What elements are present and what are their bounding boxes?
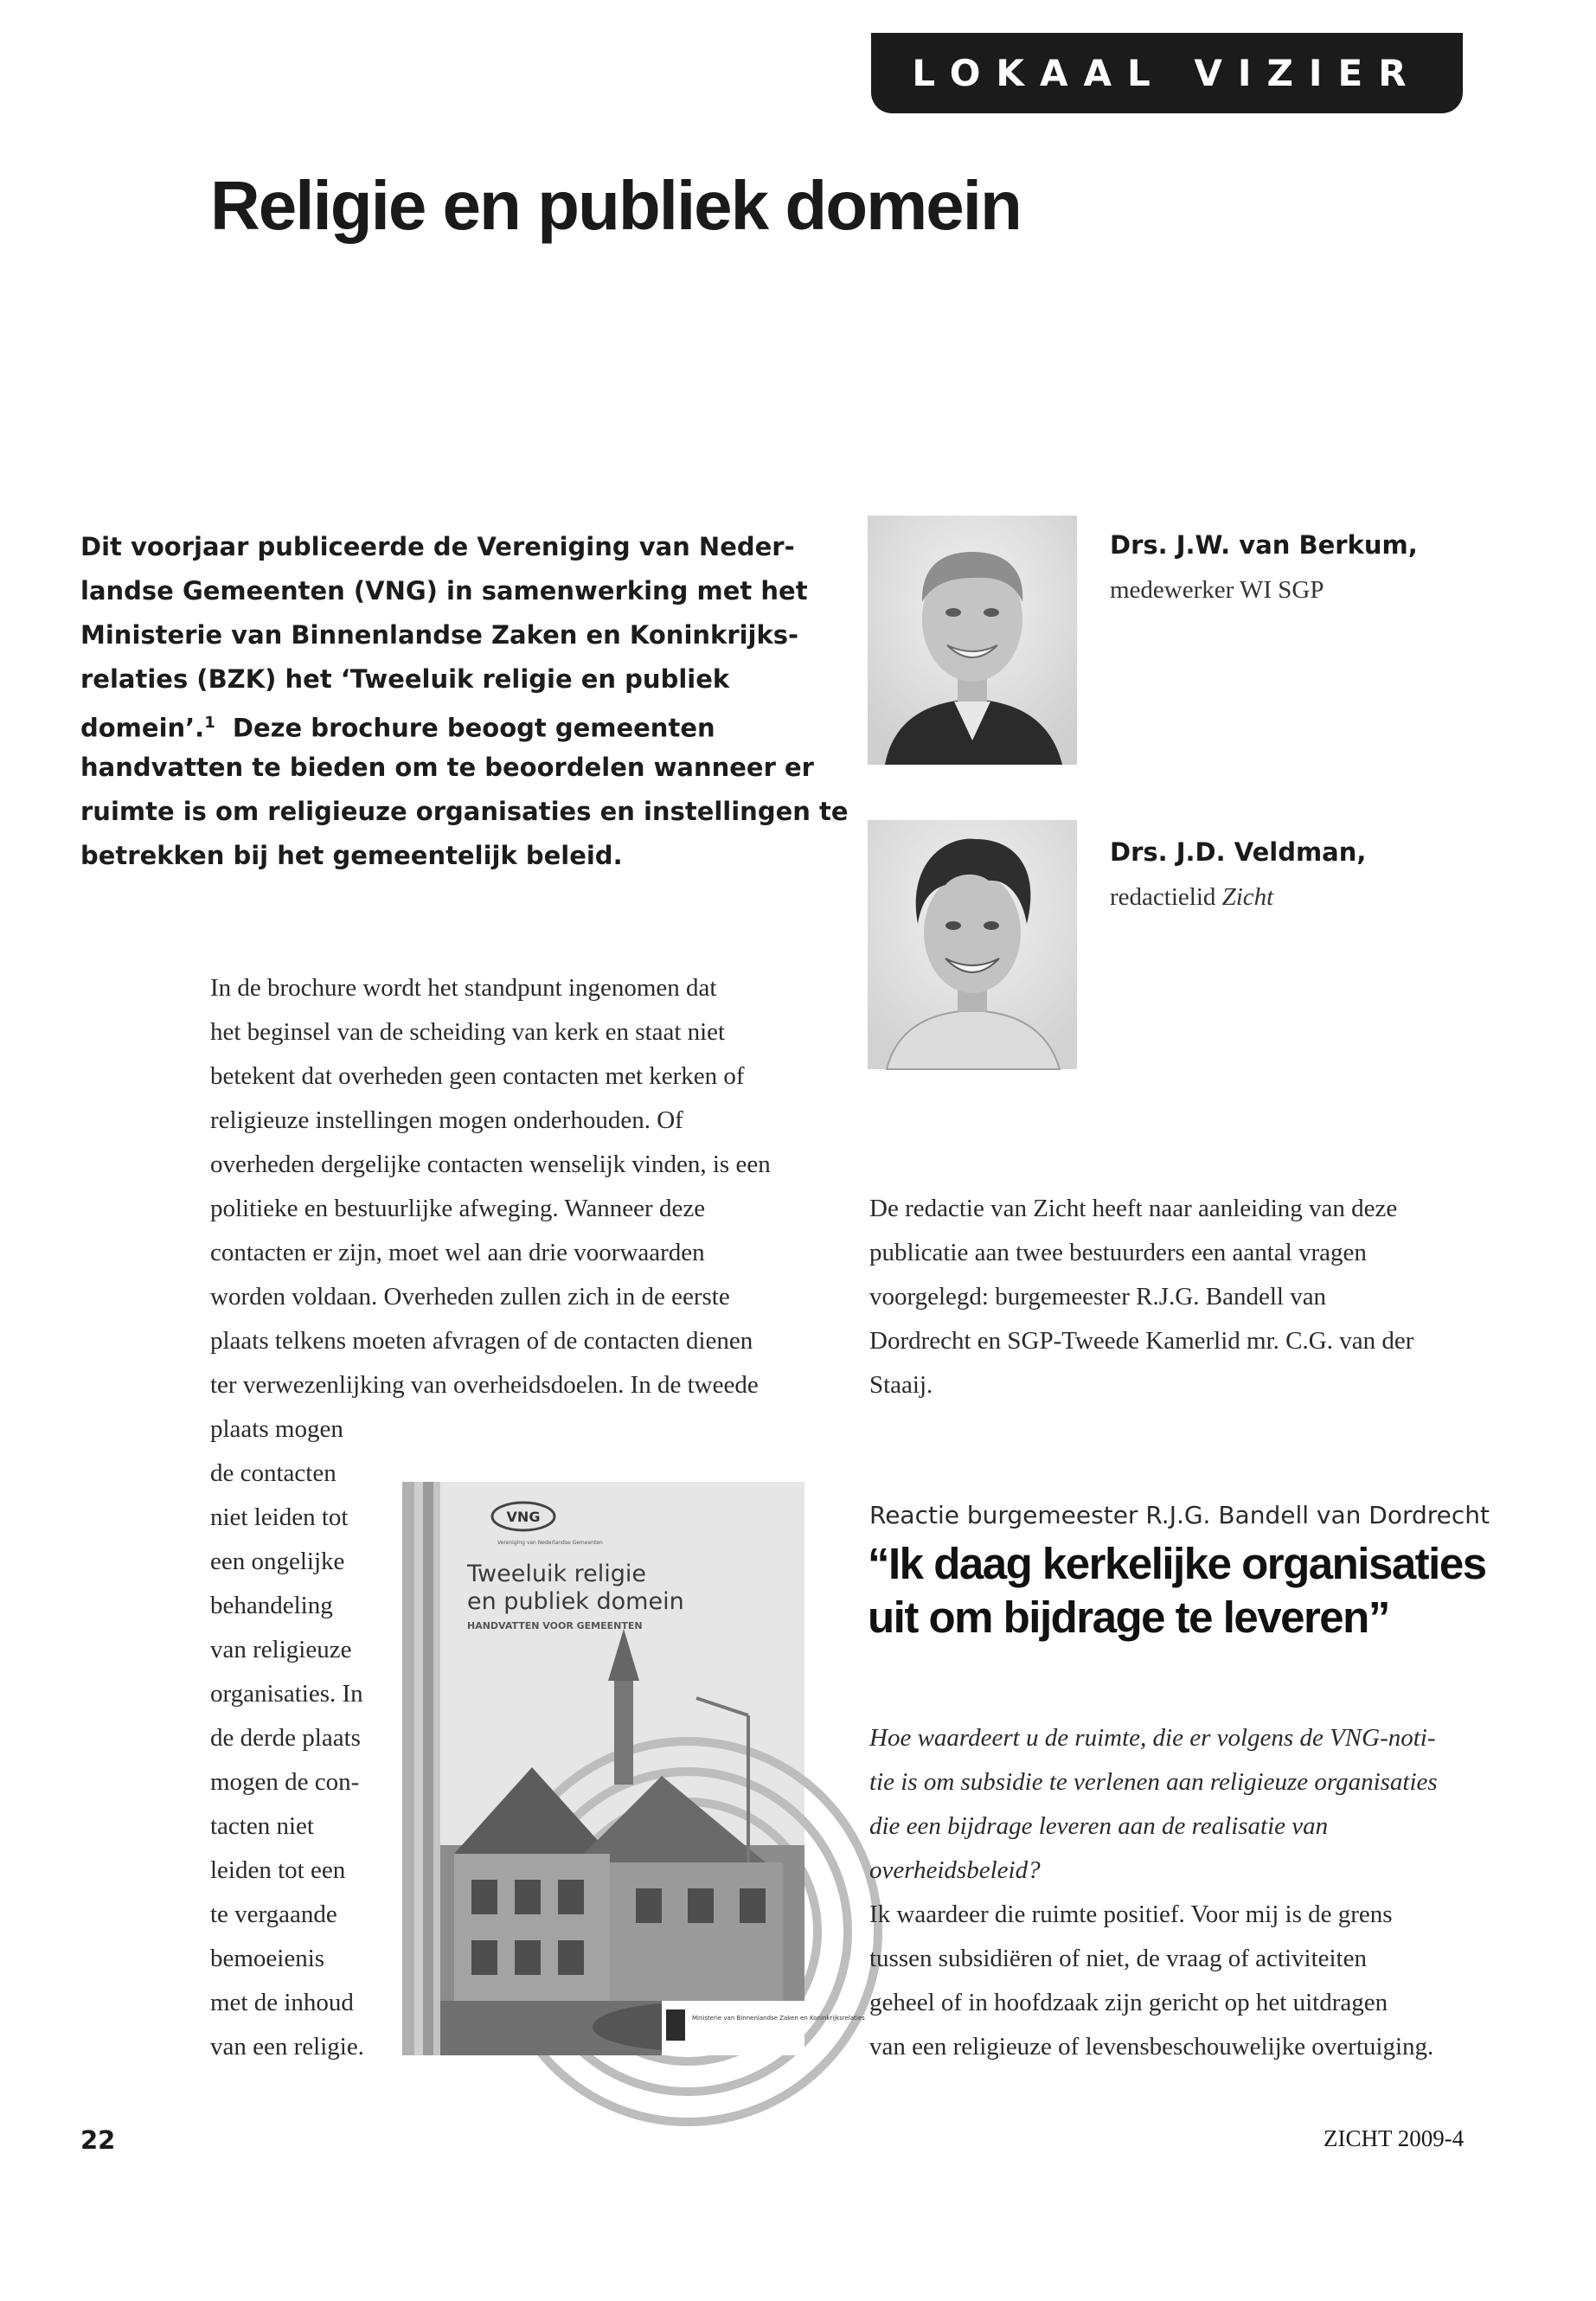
vng-logo: VNG <box>506 1509 541 1525</box>
question-line: die een bijdrage leveren aan de realisatie van <box>869 1812 1329 1840</box>
body-line: De redactie van Zicht heeft naar aanleiding van deze <box>869 1195 1398 1222</box>
footnote-mark: 1 <box>204 714 215 732</box>
body-line: publicatie aan twee bestuurders een aantal vragen <box>869 1239 1367 1266</box>
body-line: leiden tot een <box>210 1856 346 1884</box>
question-line: Hoe waardeert u de ruimte, die er volgens de VNG-noti- <box>869 1724 1436 1752</box>
cover-title-line: en publiek domein <box>467 1588 684 1615</box>
body-line: contacten er zijn, moet wel aan drie voorwaarden <box>210 1239 705 1266</box>
author-photo-veldman <box>868 820 1077 1069</box>
body-line: tacten niet <box>210 1812 314 1840</box>
lead-line: Ministerie van Binnenlandse Zaken en Koninkrijks- <box>80 620 799 650</box>
body-line: Staaij. <box>869 1371 933 1399</box>
interview-kicker: Reactie burgemeester R.J.G. Bandell van Dordrecht <box>869 1501 1490 1529</box>
cover-subtitle: HANDVATTEN VOOR GEMEENTEN <box>467 1620 643 1631</box>
lead-line: betrekken bij het gemeentelijk beleid. <box>80 841 623 870</box>
body-line: het beginsel van de scheiding van kerk en staat niet <box>210 1018 726 1046</box>
body-line: de derde plaats <box>210 1724 361 1752</box>
lead-text: Deze brochure beoogt gemeenten <box>232 713 715 743</box>
page-title: Religie en publiek domein <box>210 167 1021 244</box>
body-line: betekent dat overheden geen contacten met kerken of <box>210 1062 745 1090</box>
publisher-text: Ministerie van Binnenlandse Zaken en Koninkrijksrelaties <box>692 2015 865 2022</box>
body-line: ter verwezenlijking van overheidsdoelen. In de tweede <box>210 1371 759 1399</box>
body-line: van een religie. <box>210 2033 364 2061</box>
body-line: plaats telkens moeten afvragen of de contacten dienen <box>210 1327 753 1355</box>
author-photo-van-berkum <box>868 516 1077 765</box>
body-line: In de brochure wordt het standpunt ingenomen dat <box>210 974 717 1002</box>
answer-line: Ik waardeer die ruimte positief. Voor mij is de grens <box>869 1900 1393 1928</box>
author-name: Drs. J.D. Veldman, <box>1110 837 1367 867</box>
issue-label: ZICHT 2009-4 <box>1324 2125 1465 2151</box>
lead-line: relaties (BZK) het ‘Tweeluik religie en publiek <box>80 664 730 694</box>
question-line: overheidsbeleid? <box>869 1856 1041 1884</box>
body-line: politieke en bestuurlijke afweging. Wanneer deze <box>210 1195 706 1222</box>
author-role <box>1110 883 1273 912</box>
portrait-image <box>868 516 1077 765</box>
magazine-name: Zicht <box>1221 883 1274 911</box>
body-line: organisaties. In <box>210 1680 363 1708</box>
body-line: worden voldaan. Overheden zullen zich in de eerste <box>210 1283 730 1311</box>
author-role: medewerker WI SGP <box>1110 576 1324 604</box>
body-line: overheden dergelijke contacten wenselijk vinden, is een <box>210 1150 771 1178</box>
question-line: tie is om subsidie te verlenen aan religieuze organisaties <box>869 1768 1438 1796</box>
answer-line: van een religieuze of levensbeschouwelijke overtuiging. <box>869 2033 1434 2061</box>
lead-line <box>80 708 715 743</box>
body-line: behandeling <box>210 1592 333 1619</box>
body-line: de contacten <box>210 1459 337 1487</box>
body-line: een ongelijke <box>210 1548 345 1575</box>
lead-text: domein’. <box>80 713 205 743</box>
cover-title-line: Tweeluik religie <box>467 1561 647 1587</box>
lead-line: landse Gemeenten (VNG) in samenwerking met het <box>80 576 808 606</box>
author-role-text: redactielid <box>1110 883 1222 911</box>
portrait-image <box>868 820 1077 1069</box>
lead-line: ruimte is om religieuze organisaties en instellingen te <box>80 797 849 826</box>
interview-headline: uit om bijdrage te leveren” <box>868 1593 1389 1642</box>
body-line: plaats mogen <box>210 1415 343 1443</box>
body-line: mogen de con- <box>210 1768 360 1796</box>
brochure-cover-image <box>402 1482 865 2055</box>
body-line: voorgelegd: burgemeester R.J.G. Bandell van <box>869 1283 1327 1311</box>
section-label: LOKAAL VIZIER <box>871 33 1463 113</box>
vng-logo-subtitle: Vereniging van Nederlandse Gemeenten <box>497 1540 603 1546</box>
interview-headline: “Ik daag kerkelijke organisaties <box>868 1539 1486 1588</box>
body-line: Dordrecht en SGP-Tweede Kamerlid mr. C.G. van der <box>869 1327 1414 1355</box>
body-line: bemoeienis <box>210 1945 325 1972</box>
body-line: niet leiden tot <box>210 1503 349 1531</box>
page-number: 22 <box>80 2125 116 2155</box>
answer-line: tussen subsidiëren of niet, de vraag of activiteiten <box>869 1945 1367 1972</box>
body-line: te vergaande <box>210 1900 337 1928</box>
body-line: met de inhoud <box>210 1989 354 2016</box>
brochure-artwork <box>402 1482 865 2055</box>
body-line: religieuze instellingen mogen onderhouden. Of <box>210 1106 683 1134</box>
author-name: Drs. J.W. van Berkum, <box>1110 530 1418 560</box>
answer-line: geheel of in hoofdzaak zijn gericht op het uitdragen <box>869 1989 1388 2016</box>
lead-line: Dit voorjaar publiceerde de Vereniging van Neder- <box>80 532 795 561</box>
lead-line: handvatten te bieden om te beoordelen wanneer er <box>80 753 814 782</box>
body-line: van religieuze <box>210 1636 352 1663</box>
